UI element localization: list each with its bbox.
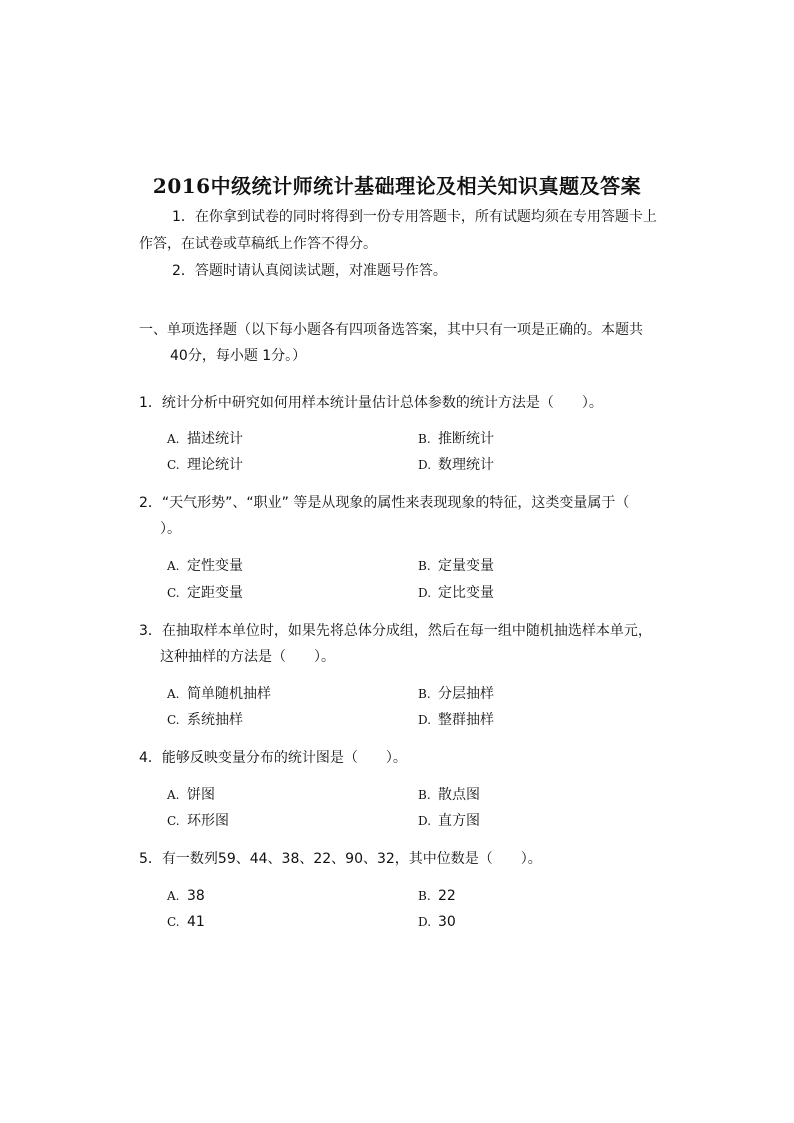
- option-letter: D.: [418, 458, 432, 472]
- option-letter: B.: [418, 432, 431, 446]
- question-5-option-a: [167, 886, 205, 906]
- question-4-option-a: [167, 785, 215, 805]
- option-text: 整群抽样: [438, 712, 494, 728]
- question-5-stem: 5．有一数列59、44、38、22、90、32，其中位数是（ ）。: [139, 851, 542, 867]
- option-text: 22: [438, 888, 456, 904]
- question-4-option-d: [418, 811, 480, 831]
- option-letter: C.: [167, 458, 180, 472]
- question-2-stem-line-1: 2．“天气形势”、“职业” 等是从现象的属性来表现现象的特征，这类变量属于（: [139, 495, 630, 511]
- option-text: 直方图: [438, 813, 480, 829]
- question-2-option-d: [418, 583, 494, 603]
- question-1-option-c: [167, 455, 243, 475]
- option-text: 定比变量: [438, 585, 494, 601]
- option-letter: B.: [418, 788, 431, 802]
- option-text: 描述统计: [187, 431, 243, 447]
- option-letter: A.: [167, 687, 180, 701]
- option-letter: B.: [418, 889, 431, 903]
- option-letter: C.: [167, 713, 180, 727]
- question-2-option-c: [167, 583, 243, 603]
- section-header-line-2: 40分，每小题 1分。）: [170, 348, 307, 364]
- question-5-option-b: [418, 886, 456, 906]
- question-1-stem: 1．统计分析中研究如何用样本统计量估计总体参数的统计方法是（ ）。: [139, 395, 603, 411]
- option-text: 定距变量: [187, 585, 243, 601]
- option-text: 环形图: [187, 813, 229, 829]
- option-text: 系统抽样: [187, 712, 243, 728]
- option-text: 30: [438, 914, 456, 930]
- option-letter: A.: [167, 889, 180, 903]
- option-letter: C.: [167, 814, 180, 828]
- option-letter: C.: [167, 915, 180, 929]
- question-3-stem-line-2: 这种抽样的方法是（ ）。: [160, 649, 335, 665]
- question-4-stem: 4．能够反映变量分布的统计图是（ ）。: [139, 750, 407, 766]
- question-2-option-b: [418, 556, 494, 576]
- option-text: 38: [187, 888, 205, 904]
- question-4-option-b: [418, 785, 480, 805]
- instruction-1-line-1: 1．在你拿到试卷的同时将得到一份专用答题卡，所有试题均须在专用答题卡上: [172, 209, 657, 225]
- option-text: 41: [187, 914, 205, 930]
- option-text: 定量变量: [438, 558, 494, 574]
- question-1-option-d: [418, 455, 494, 475]
- question-1-option-b: [418, 429, 494, 449]
- question-3-option-b: [418, 684, 494, 704]
- option-letter: A.: [167, 788, 180, 802]
- question-3-option-a: [167, 684, 271, 704]
- option-text: 定性变量: [187, 558, 243, 574]
- question-2-stem-line-2: ）。: [160, 521, 181, 537]
- option-letter: D.: [418, 586, 432, 600]
- option-text: 散点图: [438, 787, 480, 803]
- option-letter: C.: [167, 586, 180, 600]
- option-letter: A.: [167, 559, 180, 573]
- instruction-1-line-2: 作答，在试卷或草稿纸上作答不得分。: [139, 236, 377, 252]
- question-1-option-a: [167, 429, 243, 449]
- question-5-option-c: [167, 912, 205, 932]
- option-letter: A.: [167, 432, 180, 446]
- question-4-option-c: [167, 811, 229, 831]
- option-letter: D.: [418, 915, 432, 929]
- instruction-2: 2．答题时请认真阅读试题，对准题号作答。: [172, 263, 447, 279]
- question-3-option-c: [167, 710, 243, 730]
- option-text: 推断统计: [438, 431, 494, 447]
- question-5-option-d: [418, 912, 456, 932]
- option-letter: B.: [418, 687, 431, 701]
- question-3-stem-line-1: 3．在抽取样本单位时，如果先将总体分成组，然后在每一组中随机抽选样本单元，: [139, 623, 652, 639]
- option-letter: B.: [418, 559, 431, 573]
- option-text: 数理统计: [438, 457, 494, 473]
- question-3-option-d: [418, 710, 494, 730]
- question-2-option-a: [167, 556, 243, 576]
- page-title: 2016中级统计师统计基础理论及相关知识真题及答案: [152, 174, 642, 198]
- option-text: 理论统计: [187, 457, 243, 473]
- option-letter: D.: [418, 713, 432, 727]
- option-text: 饼图: [187, 787, 215, 803]
- option-text: 简单随机抽样: [187, 686, 271, 702]
- option-text: 分层抽样: [438, 686, 494, 702]
- option-letter: D.: [418, 814, 432, 828]
- section-header-line-1: 一、单项选择题（以下每小题各有四项备选答案，其中只有一项是正确的。本题共: [139, 322, 643, 338]
